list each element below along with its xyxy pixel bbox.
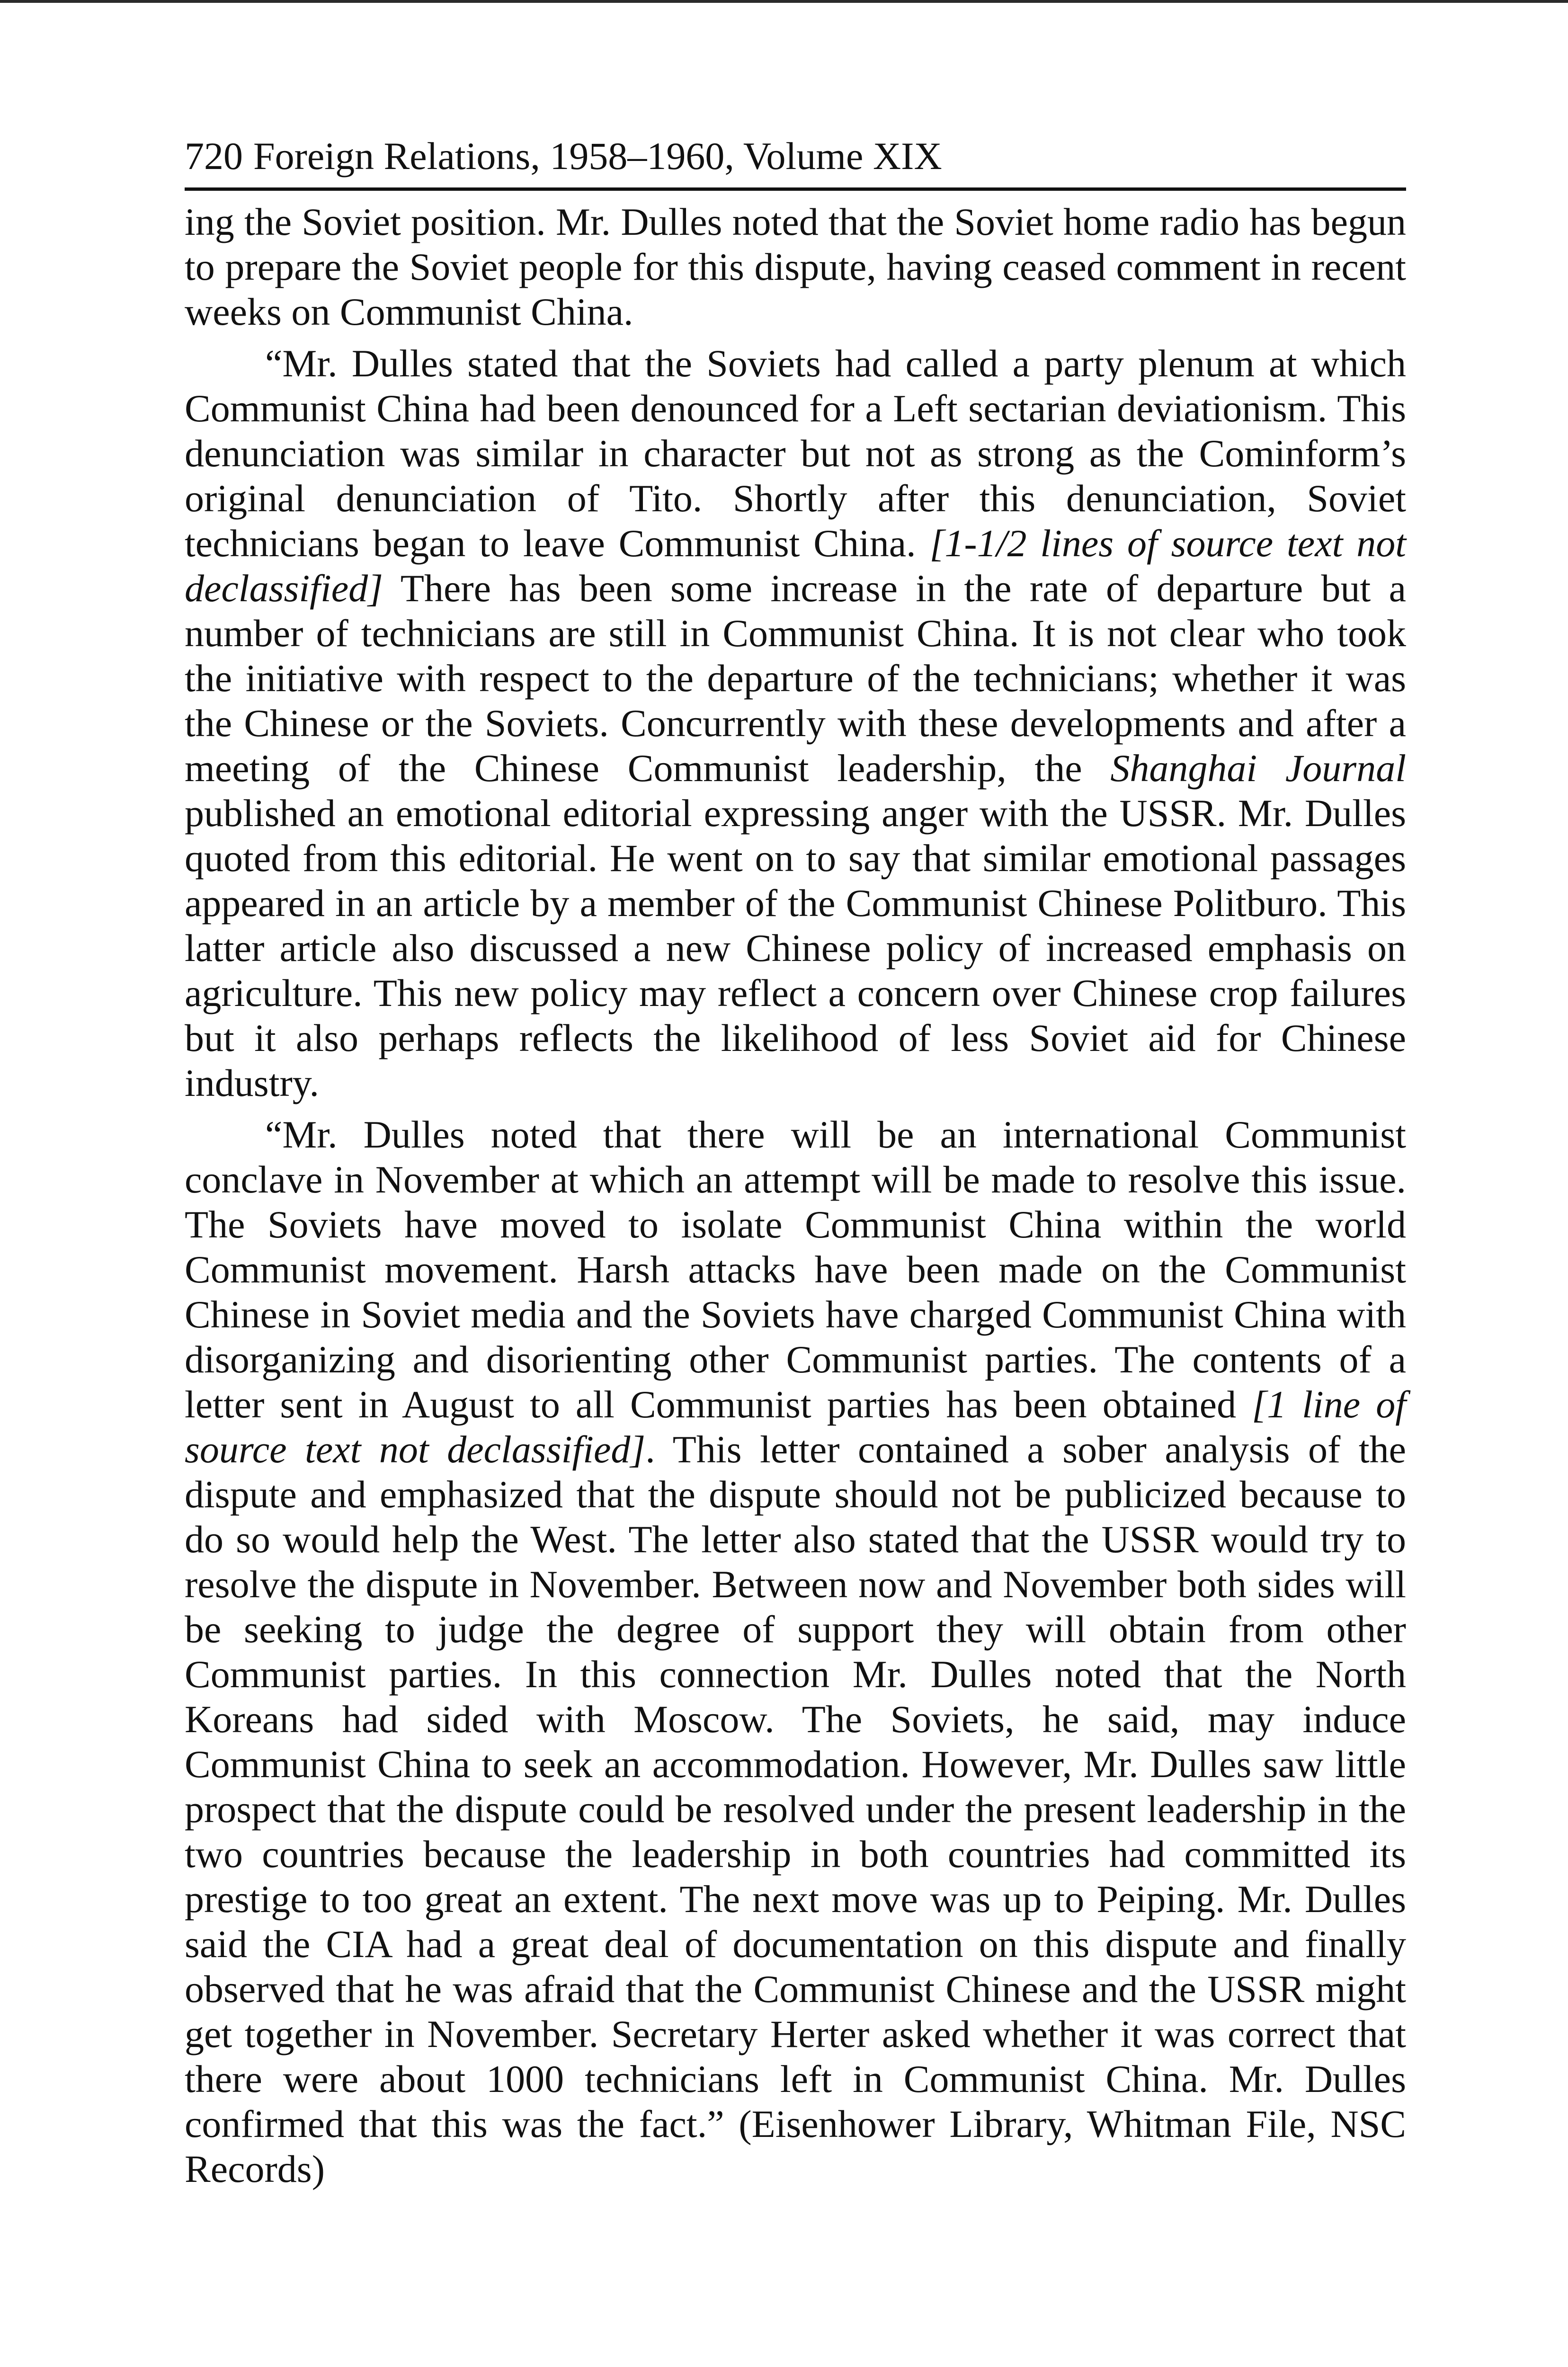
paragraph-2-text-c: published an emotional editorial expressing anger with the USSR. Mr. Dulles quoted from this editorial. He went on to say that similar emotional passages appeared in an article by a member of the Communist Chinese Politburo. This latter article also discussed a new Chinese policy of increased emphasis on agriculture. This new policy may reflect a concern over Chinese crop failures but it also perhaps reflects the likelihood of less Soviet aid for Chinese industry. (185, 792, 1406, 1104)
paragraph-1-text: ing the Soviet position. Mr. Dulles noted that the Soviet home radio has begun to prepare the Soviet people for this dispute, having ceased comment in recent weeks on Communist China. (185, 200, 1406, 333)
page-top-edge (0, 0, 1568, 3)
paragraph-2-text-a: “Mr. Dulles stated that the Soviets had called a party plenum at which Communist China had been denounced for a Left sectarian deviationism. This denunciation was similar in character but not as strong as the Cominform’s original denunciation of Tito. Shortly after this denunciation, Soviet technicians began to leave Communist China. (185, 342, 1406, 565)
journal-title: Shanghai Journal (1110, 747, 1406, 790)
body-text (185, 199, 1406, 2191)
page-number: 720 (185, 134, 243, 178)
document-page (185, 128, 1406, 2191)
declassification-note-2: [1 line of source text not declassified] (185, 1383, 1406, 1471)
paragraph-2 (185, 341, 1406, 1105)
paragraph-1 (185, 199, 1406, 334)
running-header (185, 128, 1406, 191)
paragraph-3-text-a: “Mr. Dulles noted that there will be an international Communist conclave in November at which an attempt will be made to resolve this issue. The Soviets have moved to isolate Communist China within the world Communist movement. Harsh attacks have been made on the Communist Chinese in Soviet media and the Soviets have charged Communist China with disorganizing and disorienting other Communist parties. The contents of a letter sent in August to all Communist parties has been obtained (185, 1113, 1406, 1426)
paragraph-3 (185, 1112, 1406, 2191)
paragraph-3-text-b: . This letter contained a sober analysis of the dispute and emphasized that the dispute should not be publicized because to do so would help the West. The letter also stated that the USSR would try to resolve the dispute in November. Between now and November both sides will be seeking to judge the degree of support they will obtain from other Communist parties. In this connection Mr. Dulles noted that the North Koreans had sided with Moscow. The Soviets, he said, may induce Communist China to seek an accommodation. However, Mr. Dulles saw little prospect that the dispute could be resolved under the present leadership in the two countries because the leadership in both countries had committed its prestige to too great an extent. The next move was up to Peiping. Mr. Dulles said the CIA had a great deal of documentation on this dispute and finally observed that he was afraid that the Communist Chinese and the USSR might get together in November. Secretary Herter asked whether it was correct that there were about 1000 technicians left in Communist China. Mr. Dulles confirmed that this was the fact.” (Eisenhower Library, Whitman File, NSC Records) (185, 1428, 1406, 2190)
declassification-note-1: [1-1/2 lines of source text not declassified] (185, 522, 1406, 610)
running-title: Foreign Relations, 1958–1960, Volume XIX (253, 134, 942, 178)
paragraph-2-text-b: There has been some increase in the rate of departure but a number of technicians are still in Communist China. It is not clear who took the initiative with respect to the departure of the technicians; whether it was the Chinese or the Soviets. Concurrently with these developments and after a meeting of the Chinese Communist leadership, the (185, 567, 1406, 790)
